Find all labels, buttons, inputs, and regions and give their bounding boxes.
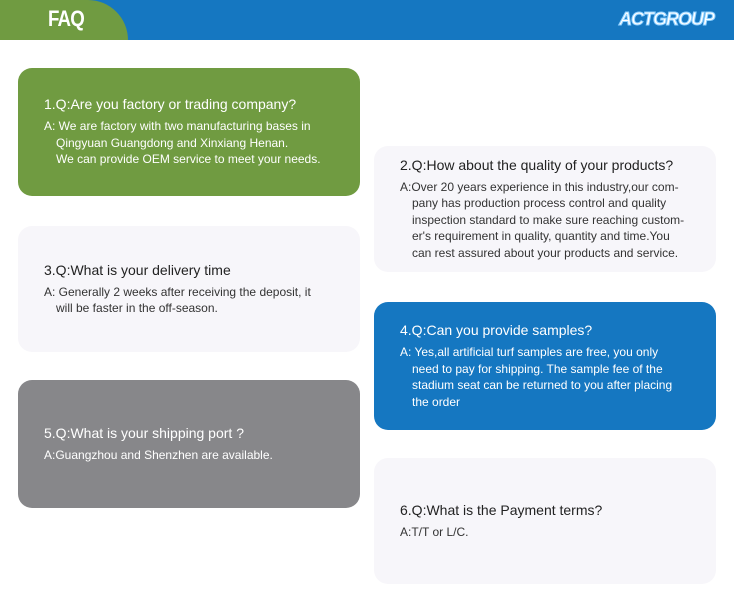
actgroup-logo: ACTGROUP xyxy=(619,9,714,29)
faq-card xyxy=(18,380,360,508)
faq-answer xyxy=(400,344,716,410)
faq-answer-line: Qingyuan Guangdong and Xinxiang Henan. xyxy=(56,135,289,150)
faq-question: 2.Q:How about the quality of your products? xyxy=(400,156,674,173)
faq-answer xyxy=(400,524,716,541)
faq-answer-line: A: We are factory with two manufacturing bases in xyxy=(44,119,311,134)
faq-card xyxy=(374,302,716,430)
faq-answer-line: will be faster in the off-season. xyxy=(56,301,218,315)
faq-question: 3.Q:What is your delivery time xyxy=(44,261,231,278)
faq-answer-line: the order xyxy=(412,394,461,409)
faq-answer xyxy=(44,118,360,168)
faq-card xyxy=(374,458,716,584)
faq-answer-line: stadium seat can be returned to you after placing xyxy=(412,378,673,392)
faq-answer-line: er's requirement in quality, quantity and time.You xyxy=(412,229,670,244)
faq-answer-line: need to pay for shipping. The sample fee of the xyxy=(412,361,663,376)
faq-answer xyxy=(400,179,716,262)
header-bar xyxy=(0,0,734,40)
faq-answer xyxy=(44,447,360,464)
faq-answer-line: A:T/T or L/C. xyxy=(400,524,469,539)
faq-card xyxy=(18,226,360,352)
faq-answer xyxy=(44,284,360,317)
faq-question: 4.Q:Can you provide samples? xyxy=(400,322,593,338)
faq-card xyxy=(18,68,360,196)
faq-answer-line: We can provide OEM service to meet your needs. xyxy=(56,152,321,167)
faq-answer-line: A: Yes,all artificial turf samples are free, you only xyxy=(400,345,659,359)
faq-question: 6.Q:What is the Payment terms? xyxy=(400,501,603,518)
page-title: FAQ xyxy=(48,6,84,31)
faq-answer-line: A:Guangzhou and Shenzhen are available. xyxy=(44,447,273,462)
faq-answer-line: pany has production process control and quality xyxy=(412,196,667,211)
faq-card xyxy=(374,146,716,272)
faq-answer-line: can rest assured about your products and service. xyxy=(412,245,679,260)
faq-answer-line: A:Over 20 years experience in this industry,our com- xyxy=(400,179,679,194)
faq-answer-line: inspection standard to make sure reaching custom- xyxy=(412,212,685,227)
faq-title-tab xyxy=(0,0,128,40)
faq-question: 5.Q:What is your shipping port ? xyxy=(44,424,244,441)
faq-question: 1.Q:Are you factory or trading company? xyxy=(44,96,297,113)
faq-answer-line: A: Generally 2 weeks after receiving the deposit, it xyxy=(44,284,311,299)
